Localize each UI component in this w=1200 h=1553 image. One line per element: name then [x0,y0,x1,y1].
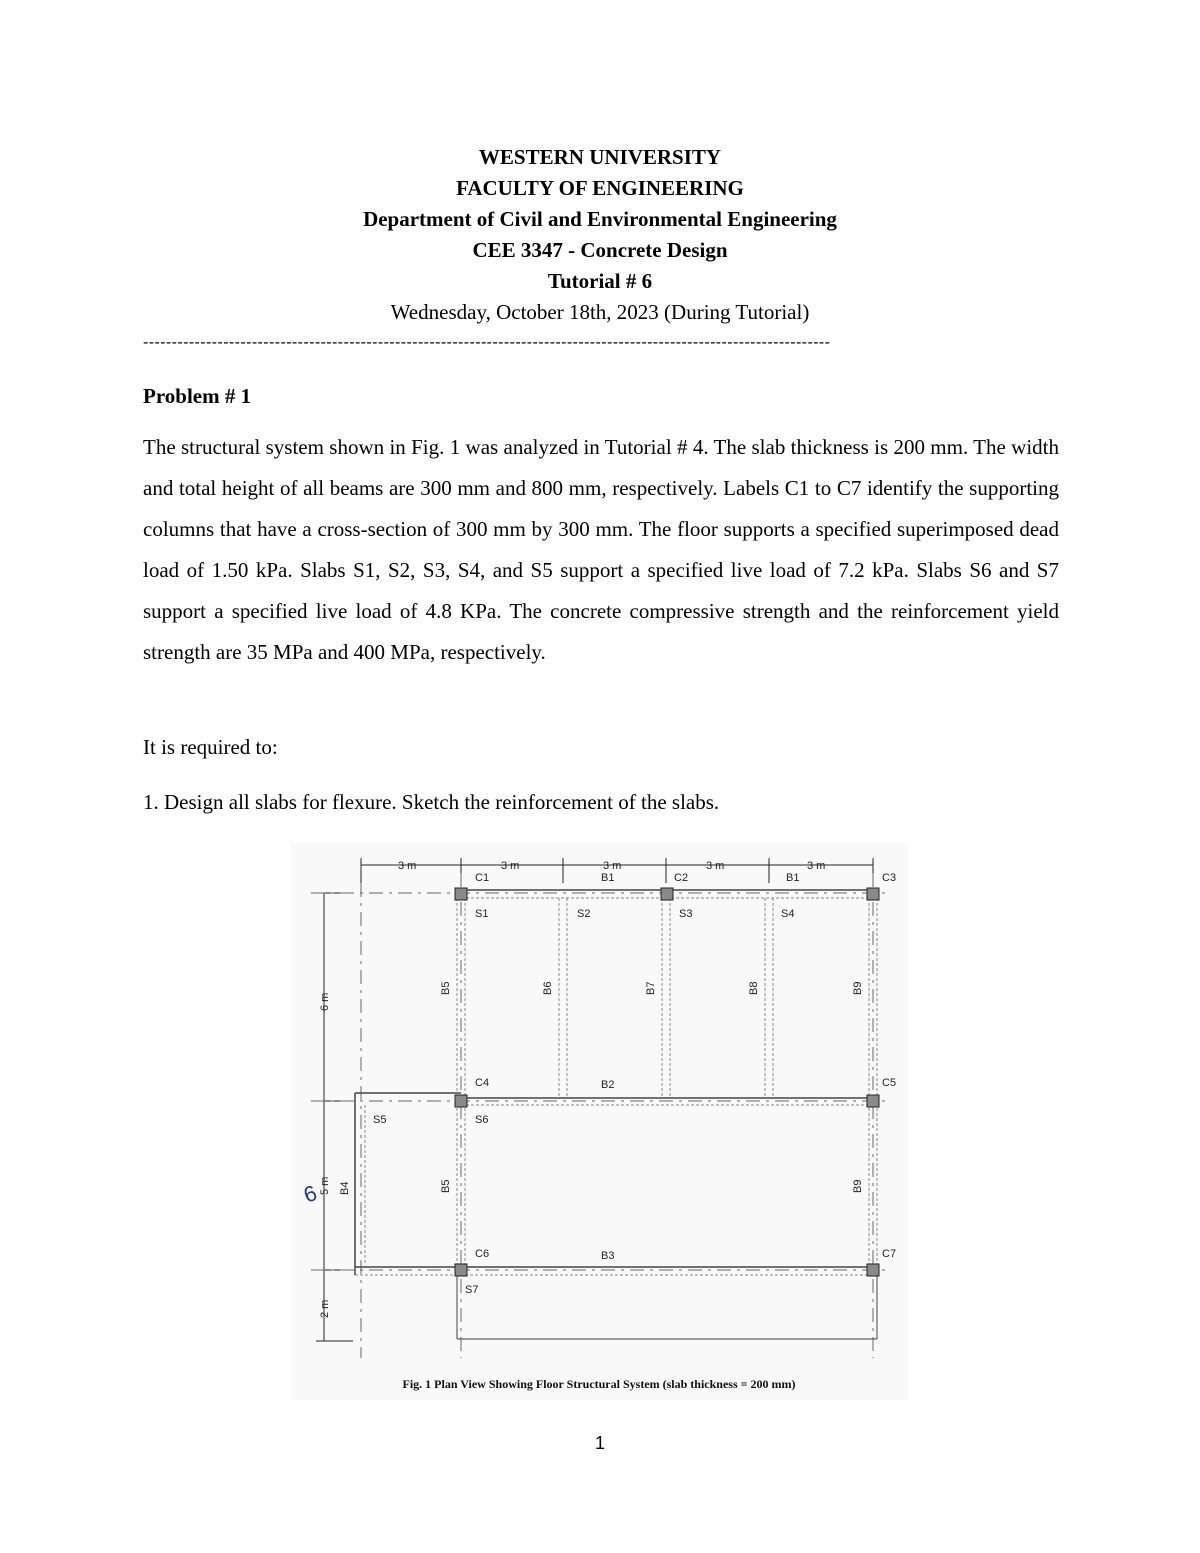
label-s3: S3 [679,908,693,920]
required-intro: It is required to: [143,735,278,759]
separator-line: ------------------------------------------------------------------------------------------------------------------------ [143,334,831,351]
faculty-name: FACULTY OF ENGINEERING [456,176,744,200]
label-b4: B4 [339,1181,351,1195]
label-s1: S1 [475,908,489,920]
dim-top-1: 3 m [398,860,417,872]
label-s4: S4 [781,908,795,920]
label-b1-right: B1 [786,872,800,884]
dim-left-2: 5 m [319,1176,331,1195]
label-b9-upper: B9 [852,981,864,995]
label-s7: S7 [465,1284,479,1296]
label-b2: B2 [601,1079,615,1091]
label-c7: C7 [882,1248,897,1260]
tutorial-date: Wednesday, October 18th, 2023 (During Tutorial) [390,300,810,324]
dim-top-2: 3 m [501,860,520,872]
dim-top-5: 3 m [807,860,826,872]
tutorial-title: Tutorial # 6 [547,269,653,293]
dim-left-1: 6 m [319,992,331,1011]
handwritten-correction: 6 [300,1180,321,1208]
label-c2: C2 [674,872,689,884]
figure-caption: Fig. 1 Plan View Showing Floor Structural System (slab thickness = 200 mm) [402,1377,796,1391]
label-c5: C5 [882,1077,897,1089]
floor-plan-drawing [291,843,908,1400]
label-b1-left: B1 [601,872,615,884]
plan-view-figure [291,843,908,1400]
label-c6: C6 [475,1248,490,1260]
label-b6: B6 [542,981,554,995]
label-s6: S6 [475,1114,489,1126]
task-1: 1. Design all slabs for flexure. Sketch the reinforcement of the slabs. [143,790,720,814]
label-s5: S5 [373,1114,387,1126]
label-s2: S2 [577,908,591,920]
label-b5-lower: B5 [440,1179,452,1193]
label-c3: C3 [882,872,897,884]
label-c4: C4 [475,1077,490,1089]
university-name: WESTERN UNIVERSITY [478,145,722,169]
dim-top-4: 3 m [706,860,725,872]
label-b7: B7 [645,981,657,995]
problem-paragraph: The structural system shown in Fig. 1 was analyzed in Tutorial # 4. The slab thickness is 200 mm. The width and total height of all beams are 300 mm and 800 mm, respectively. Labels C1 to C7 identify the supporting columns that have a cross-section of 300 mm by 300 mm. The floor supports a specified superimposed dead load of 1.50 kPa. Slabs S1, S2, S3, S4, and S5 support a specified live load of 7.2 kPa. Slabs S6 and S7 support a specified live load of 4.8 KPa. The concrete compressive strength and the reinforcement yield strength are 35 MPa and 400 MPa, respectively. [143,435,1059,664]
label-b3: B3 [601,1250,615,1262]
label-b9-lower: B9 [852,1179,864,1193]
problem-heading: Problem # 1 [143,384,252,408]
label-c1: C1 [475,872,490,884]
page-number: 1 [594,1433,605,1453]
label-b8: B8 [748,981,760,995]
department-name: Department of Civil and Environmental Engineering [363,207,837,231]
column-markers [455,888,879,1276]
label-b5-upper: B5 [440,981,452,995]
dim-left-3: 2 m [319,1299,331,1318]
course-title: CEE 3347 - Concrete Design [472,238,728,262]
dim-top-3: 3 m [603,860,622,872]
